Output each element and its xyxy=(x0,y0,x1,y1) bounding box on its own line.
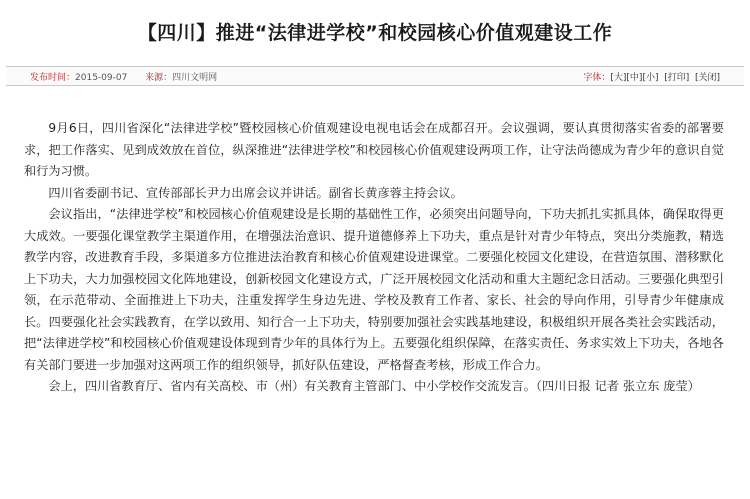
paragraph: 四川省委副书记、宣传部部长尹力出席会议并讲话。副省长黄彦蓉主持会议。 xyxy=(48,185,463,200)
paragraph: 会上，四川省教育厅、省内有关高校、市（州）有关教育主管部门、中小学校作交流发言。（四川日报 记者 张立东 庞莹） xyxy=(48,379,700,393)
publish-time-value: 2015-09-07 xyxy=(75,73,128,83)
font-medium-button[interactable]: [中] xyxy=(626,73,643,83)
article-title: 【四川】推进“法律进学校”和校园核心价值观建设工作 xyxy=(137,22,613,44)
article-meta-info xyxy=(30,70,217,83)
article-tools xyxy=(583,70,720,83)
article-meta-bar xyxy=(6,66,744,86)
article-body xyxy=(24,118,724,398)
font-large-button[interactable]: [大] xyxy=(610,73,627,83)
source-label: 来源： xyxy=(145,73,173,83)
paragraph: 会议指出，“法律进学校”和校园核心价值观建设是长期的基础性工作，必须突出问题导向，下功夫抓扎实抓具体，确保取得更大成效。一要强化课堂教学主渠道作用，在增强法治意识、提升道德修养上下功夫，重点是针对青少年特点，突出分类施教，精选教学内容，改进教育手段，多渠道多方位推进法治教育和核心价值观建设进课堂。二要强化校园文化建设，在营造氛围、潜移默化上下功夫，大力加强校园文化阵地建设，创新校园文化建设方式，广泛开展校园文化活动和重大主题纪念日活动。三要强化典型引领，在示范带动、全面推进上下功夫，注重发挥学生身边先进、学校及教育工作者、家长、社会的导向作用，引导青少年健康成长。四要强化社会实践教育，在学以致用、知行合一上下功夫，特别要加强社会实践基地建设，积极组织开展各类社会实践活动，把“法律进学校”和校园核心价值观建设体现到青少年的具体行为上。五要强化组织保障，在落实责任、务求实效上下功夫，各地各有关部门要进一步加强对这两项工作的组织领导，抓好队伍建设，严格督查考核，形成工作合力。 xyxy=(24,207,724,372)
print-button[interactable]: [打印] xyxy=(664,73,690,83)
publish-time-label: 发布时间： xyxy=(30,73,76,83)
paragraph: 9月6日，四川省深化“法律进学校”暨校园核心价值观建设电视电话会在成都召开。会议强调，要认真贯彻落实省委的部署要求，把工作落实、见到成效放在首位，纵深推进“法律进学校”和校园核心价值观建设两项工作，让守法尚德成为青少年的意识自觉和行为习惯。 xyxy=(24,121,724,178)
source-value: 四川文明网 xyxy=(172,73,218,83)
font-small-button[interactable]: [小] xyxy=(642,73,659,83)
close-button[interactable]: [关闭] xyxy=(694,73,720,83)
font-size-label: 字体： xyxy=(583,73,611,83)
